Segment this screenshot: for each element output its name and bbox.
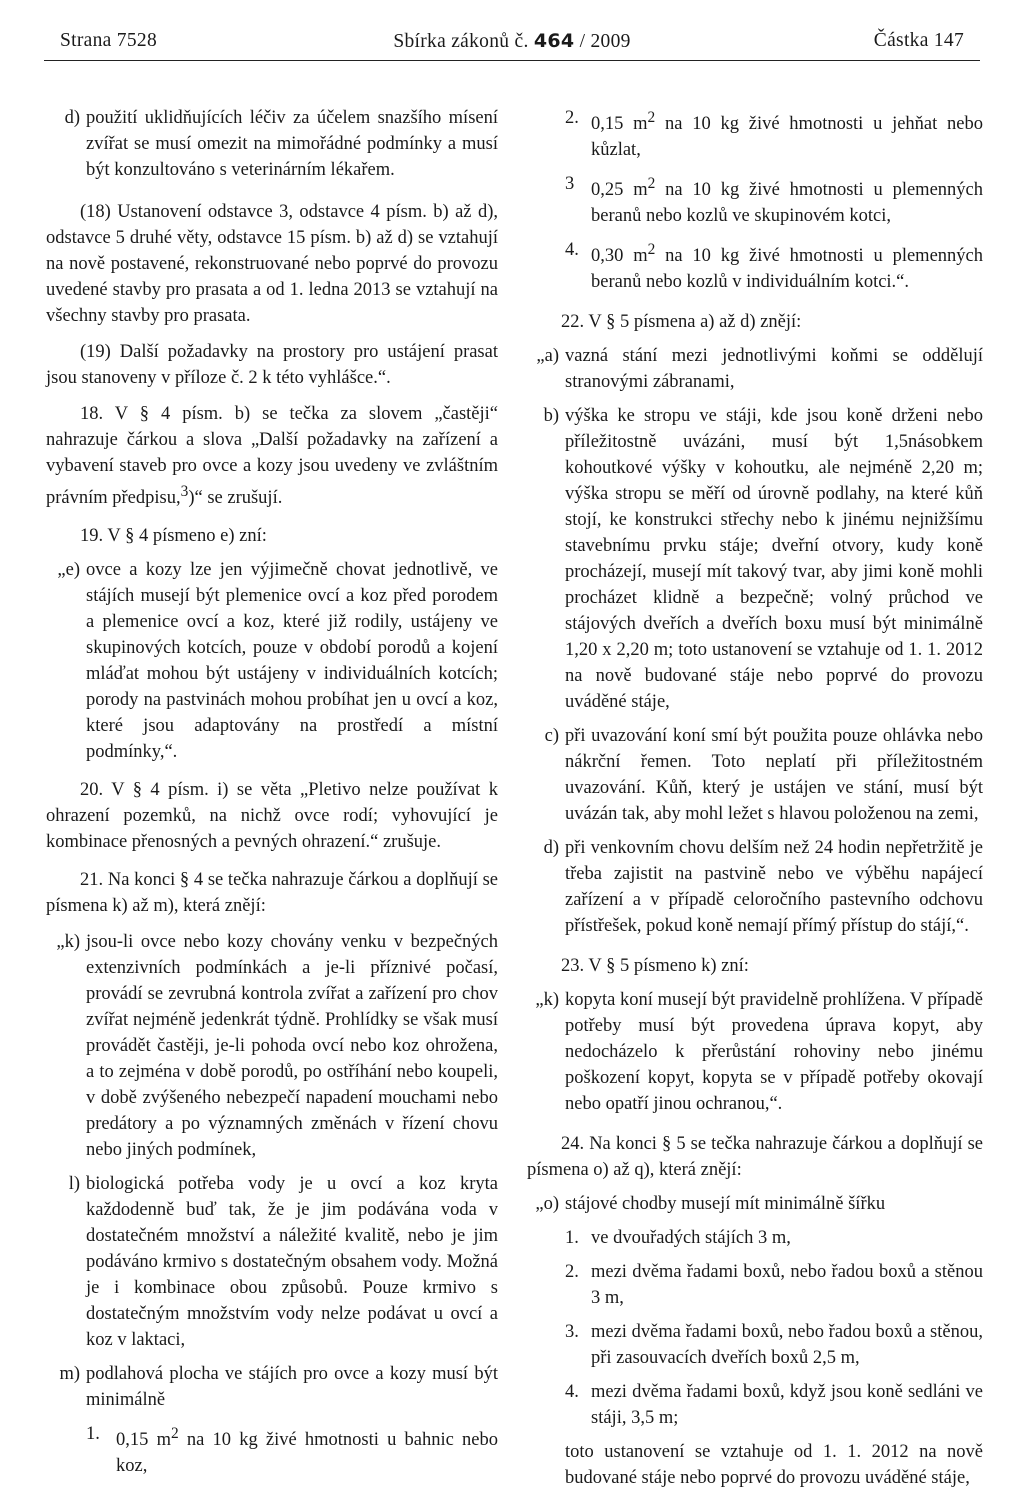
sub-item-label: 4.	[565, 240, 579, 261]
item-a	[527, 343, 983, 395]
area-text: na 10 kg živé hmotnosti u plemenných beranů nebo kozlů v individuálním kotci.“.	[591, 246, 983, 293]
area-value: 0,30 m	[591, 246, 648, 267]
paragraph-18: (18) Ustanovení odstavce 3, odstavce 4 písm. b) až d), odstavce 5 druhé věty, odstavce 15 písm. b) až d) se vztahují na nově postavené, rekonstruované nebo poprvé do provozu uvedené stavby pro prasata a od 1. ledna 2013 se vztahují na všechny stavby pro prasata.	[46, 202, 498, 326]
point-18	[46, 401, 498, 511]
item-text: biologická potřeba vody je u ovcí a koz kryta každodenně buď tak, že je jim podávána voda v dostatečném množství a náležité kvalitě, nebo je jim podáváno krmivo s dostatečným obsahem vody. Možná je i kombinace obou způsobů. Pouze krmivo s dostatečným množstvím vody nelze podávat u ovcí a koz v laktaci,	[86, 1174, 498, 1351]
sub-item-label: 1.	[565, 1228, 579, 1249]
item-label: „e)	[57, 560, 80, 581]
sub-item-text: mezi dvěma řadami boxů, nebo řadou boxů a stěnou, při zasouvacích dveřích boxů 2,5 m,	[591, 1322, 983, 1369]
point-20: 20. V § 4 písm. i) se věta „Pletivo nelze používat k ohrazení pozemků, na nichž ovce rodí; vyhovující je kombinace přenosných a pevných ohrazení.“ zrušuje.	[46, 780, 498, 853]
header-rule	[44, 60, 980, 61]
point-24: 24. Na konci § 5 se tečka nahrazuje čárkou a doplňují se písmena o) až q), která znějí:	[527, 1134, 983, 1181]
sub-item-label: 3.	[565, 1322, 579, 1343]
sub-item-label: 1.	[86, 1424, 100, 1445]
sub-item-text: mezi dvěma řadami boxů, nebo řadou boxů a stěnou 3 m,	[591, 1262, 983, 1309]
item-label: „k)	[56, 932, 80, 953]
sub-item-text: ve dvouřadých stájích 3 m,	[591, 1228, 791, 1249]
item-label: m)	[59, 1364, 80, 1385]
footnote-ref: 3	[180, 483, 189, 500]
item-label: d)	[543, 838, 559, 859]
sub-item-label: 3	[565, 174, 575, 195]
collection-title	[44, 30, 980, 53]
item-label: d)	[64, 108, 80, 128]
area-value: 0,15 m	[116, 1430, 171, 1451]
item-b	[527, 403, 983, 715]
item-label: l)	[68, 1174, 80, 1195]
sub-item-text: mezi dvěma řadami boxů, když jsou koně sedláni ve stáji, 3,5 m;	[591, 1382, 983, 1429]
area-value: 0,15 m	[591, 114, 648, 135]
sub-item-4	[565, 237, 983, 295]
part-number: Částka 147	[873, 30, 964, 51]
unit-exponent: 2	[647, 241, 656, 259]
point-23: 23. V § 5 písmeno k) zní:	[561, 956, 749, 977]
left-column	[46, 105, 498, 1479]
area-text: na 10 kg živé hmotnosti u plemenných beranů nebo kozlů ve skupinovém kotci,	[591, 180, 983, 227]
sub-item-1	[86, 1421, 498, 1479]
item-d-right	[527, 835, 983, 939]
law-year: / 2009	[579, 31, 631, 52]
area-value: 0,25 m	[591, 180, 648, 201]
right-column	[527, 105, 983, 1491]
item-label: „k)	[535, 990, 559, 1011]
item-text: použití uklidňujících léčiv za účelem snazšího mísení zvířat se musí omezit na mimořádné podmínky a musí být konzultováno s veterinárním lékařem.	[86, 108, 498, 180]
item-text: výška ke stropu ve stáji, kde jsou koně drženi nebo příležitostně uvázáni, musí být 1,5násobkem kohoutkové výšky v kohoutku, ale nejméně 2,20 m; výška stropu se měří od úrovně podlahy, na které kůň stojí, ke konstrukci střechy nebo k jinému nejnižšímu stavebnímu prvku stáje; dveřní otvory, kudy koně procházejí, musejí mít takový tvar, aby jimi koně mohli procházet klidně a bezpečně; volný průchod ve stájových dveřích a dveřích boxu musí být minimálně 1,20 x 2,20 m; toto ustanovení se vztahuje od 1. 1. 2012 na nově budované stáje nebo poprvé do provozu uváděné stáje,	[565, 406, 983, 713]
sub-item-label: 2.	[565, 1262, 579, 1283]
item-m	[46, 1361, 498, 1413]
point-19: 19. V § 4 písmeno e) zní:	[80, 526, 267, 547]
item-c	[527, 723, 983, 827]
sub-item-2	[565, 105, 983, 163]
sub-item-o2	[565, 1259, 983, 1311]
item-k	[46, 929, 498, 1163]
item-l	[46, 1171, 498, 1353]
item-text: při venkovním chovu delším než 24 hodin nepřetržitě je třeba zajistit na pastvině nebo ve výběhu napájecí zařízení a v případě celoročního pastevního odchovu přístřešek, pokud koně nemají přímý přístup do stájí,“.	[565, 838, 983, 937]
page-number: Strana 7528	[60, 30, 157, 51]
point-22: 22. V § 5 písmena a) až d) znějí:	[561, 312, 802, 333]
item-label: „a)	[536, 346, 559, 367]
point-18-text: 18. V § 4 písm. b) se tečka za slovem „častěji“ nahrazuje čárkou a slova „Další požadavky na zařízení a vybavení staveb pro ovce a kozy jsou uvedeny ve zvláštním právním předpisu,	[46, 404, 498, 509]
item-text: ovce a kozy lze jen výjimečně chovat jednotlivě, ve stájích musejí být plemenice ovcí a koz před porodem a plemenice ovcí a koz, které již rodily, ustájeny ve skupinových kotcích, pouze v období porodů a kojení mláďat mohou být ustájeny v individuálních kotcích; porody na pastvinách mohou probíhat jen u ovcí a koz, které jsou adaptovány na prostředí a místní podmínky,“.	[86, 560, 498, 763]
area-text: na 10 kg živé hmotnosti u bahnic nebo koz,	[116, 1430, 499, 1477]
page-header	[44, 30, 980, 60]
item-d	[46, 105, 498, 183]
item-label: „o)	[535, 1194, 559, 1215]
sub-item-text	[591, 171, 983, 229]
sub-item-text	[591, 105, 983, 163]
item-text: při uvazování koní smí být použita pouze ohlávka nebo nákrční řemen. Toto neplatí při příležitostném uvazování. Kůň, který je ustájen ve stání, musí být uvázán tak, aby mohl ležet s hlavou položenou na zemi,	[565, 726, 983, 825]
item-k-right	[527, 987, 983, 1117]
area-text: na 10 kg živé hmotnosti u jehňat nebo kůzlat,	[591, 114, 983, 161]
unit-exponent: 2	[170, 1425, 179, 1443]
sub-item-text	[591, 237, 983, 295]
item-label: b)	[543, 406, 559, 427]
item-o	[527, 1191, 983, 1217]
unit-exponent: 2	[647, 109, 656, 126]
item-text: stájové chodby musejí mít minimálně šířku	[565, 1194, 886, 1215]
collection-prefix: Sbírka zákonů č.	[393, 31, 529, 52]
sub-item-o3	[565, 1319, 983, 1371]
item-label: c)	[544, 726, 559, 747]
paragraph-19: (19) Další požadavky na prostory pro ustájení prasat jsou stanoveny v příloze č. 2 k této vyhlášce.“.	[46, 342, 498, 388]
sub-item-text	[116, 1421, 498, 1479]
sub-item-label: 4.	[565, 1382, 579, 1403]
item-text: jsou-li ovce nebo kozy chovány venku v bezpečných extenzivních podmínkách a je-li příznivé počasí, provádí se zevrubná kontrola zvířat a zařízení pro chov zvířat nejméně jedenkrát týdně. Prohlídky se však musí provádět častěji, je-li pohoda ovcí nebo koz ohrožena, a to zejména v době porodů, po ostříhání nebo koupeli, v době zvýšeného nebezpečí napadení mouchami nebo predátory a po významných změnách v řízení chovu nebo jiných podmínek,	[86, 932, 498, 1161]
point-18-end: )“ se zrušují.	[188, 488, 283, 509]
closing-text: toto ustanovení se vztahuje od 1. 1. 2012 na nově budované stáje nebo poprvé do provozu uváděné stáje,	[565, 1442, 983, 1489]
item-text: vazná stání mezi jednotlivými koňmi se oddělují stranovými zábranami,	[565, 346, 983, 393]
sub-item-o4	[565, 1379, 983, 1431]
sub-item-3	[565, 171, 983, 229]
item-text: podlahová plocha ve stájích pro ovce a kozy musí být minimálně	[86, 1364, 498, 1411]
item-text: kopyta koní musejí být pravidelně prohlížena. V případě potřeby musí být provedena úprava kopyt, aby nedocházelo k přerůstání rohoviny nebo jinému poškození kopyt, kopyta se v případě potřeby okovají nebo opatří jinou ochranou,“.	[565, 990, 983, 1115]
unit-exponent: 2	[647, 175, 656, 193]
sub-item-o1	[565, 1225, 983, 1251]
item-e	[46, 557, 498, 765]
point-21: 21. Na konci § 4 se tečka nahrazuje čárkou a doplňují se písmena k) až m), která znějí:	[46, 870, 498, 917]
law-number: 464	[533, 30, 575, 52]
sub-item-label: 2.	[565, 108, 579, 128]
